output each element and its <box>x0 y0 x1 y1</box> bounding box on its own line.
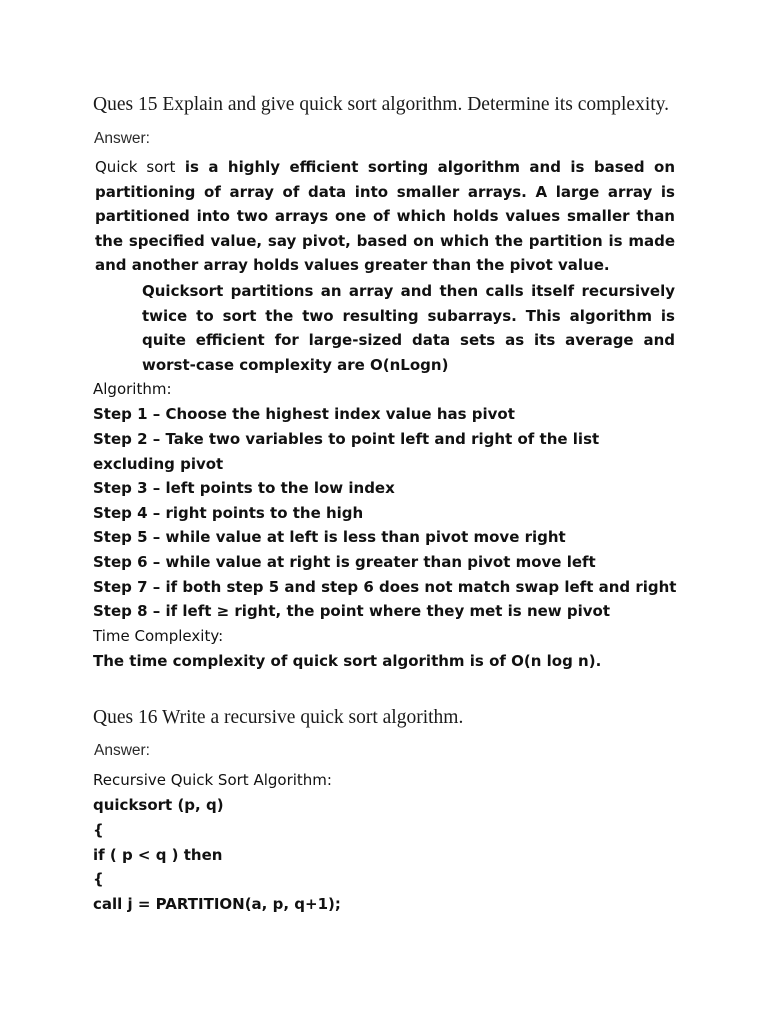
intro-paragraph <box>95 155 675 278</box>
code-line: quicksort (p, q) <box>93 796 224 814</box>
question-15-heading: Ques 15 Explain and give quick sort algorithm. Determine its complexity. <box>93 94 670 115</box>
answer-label: Answer: <box>94 742 150 759</box>
indented-paragraph: Quicksort partitions an array and then calls itself recursively twice to sort the two resulting subarrays. This algorithm is quite efficient for large-sized data sets as its average and worst-case complexity are O(nLogn) <box>142 282 675 374</box>
code-line: if ( p < q ) then <box>93 846 223 864</box>
step-line: Step 8 – if left ≥ right, the point where they met is new pivot <box>93 602 611 620</box>
step-line: Step 6 – while value at right is greater than pivot move left <box>93 553 596 571</box>
step-line: Step 5 – while value at left is less than pivot move right <box>93 528 566 546</box>
algorithm-label: Algorithm: <box>93 380 172 398</box>
time-complexity-label: Time Complexity: <box>93 627 224 645</box>
code-line: { <box>93 870 104 888</box>
step-line: Step 3 – left points to the low index <box>93 479 395 497</box>
answer-label: Answer: <box>94 130 150 147</box>
question-16-heading: Ques 16 Write a recursive quick sort algorithm. <box>93 707 464 728</box>
time-complexity-text: The time complexity of quick sort algorithm is of O(n log n). <box>93 652 602 670</box>
step-line: Step 2 – Take two variables to point left and right of the list <box>93 430 600 448</box>
step-line: excluding pivot <box>93 455 224 473</box>
step-line: Step 1 – Choose the highest index value has pivot <box>93 405 515 423</box>
intro-lead: Quick sort <box>95 158 176 176</box>
step-line: Step 7 – if both step 5 and step 6 does not match swap left and right <box>93 578 677 596</box>
recursive-title: Recursive Quick Sort Algorithm: <box>93 771 332 789</box>
code-line: { <box>93 821 104 839</box>
step-line: Step 4 – right points to the high <box>93 504 364 522</box>
code-line: call j = PARTITION(a, p, q+1); <box>93 895 341 913</box>
intro-rest: is a highly efficient sorting algorithm and is based on partitioning of array of data into smaller arrays. A large array is partitioned into two arrays one of which holds values smaller than the specified value, say pivot, based on which the partition is made and another array holds values greater than the pivot value. <box>95 158 675 275</box>
